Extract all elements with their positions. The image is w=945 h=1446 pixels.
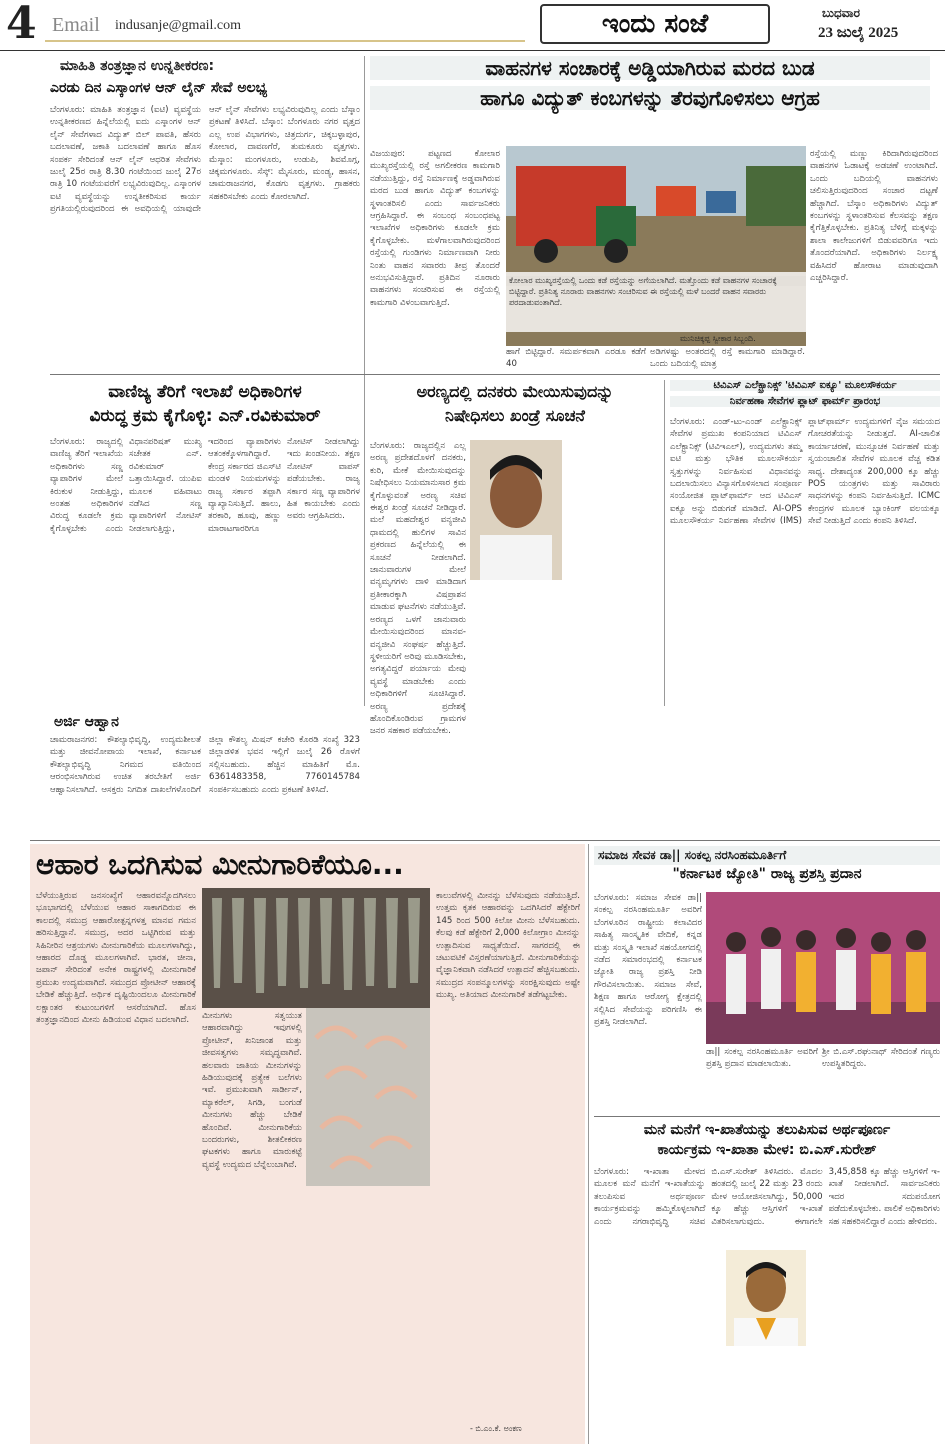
appeal-body: ಚಾಮರಾಜನಗರ: ಕೌಶಲ್ಯಾಭಿವೃದ್ಧಿ, ಉದ್ಯಮಶೀಲತೆ ಮತ್ತು ಜೀವನೋಪಾಯ ಇಲಾಖೆ, ಕರ್ನಾಟಕ ಕೌಶಲ್ಯಾಭಿವೃದ್ಧಿ ನಿಗಮದ ವತಿಯಿಂದ ಆರಂಭಿಸಲಾಗಿರುವ ಉಚಿತ ತರಬೇತಿಗೆ ಅರ್ಜಿ ಆಹ್ವಾನಿಸಲಾಗಿದೆ. ಆಸಕ್ತರು ನಿಗದಿತ ದಾಖಲೆಗಳೊಂದಿಗೆ ಜಿಲ್ಲಾ ಕೌಶಲ್ಯ ಮಿಷನ್ ಕಚೇರಿ ಕೊಠಡಿ ಸಂಖ್ಯೆ 323 ಜಿಲ್ಲಾಡಳಿತ ಭವನ ಇಲ್ಲಿಗೆ ಜುಲೈ 26 ರೊಳಗೆ ಸಲ್ಲಿಸಬಹುದು. ಹೆಚ್ಚಿನ ಮಾಹಿತಿಗೆ ಮೊ. 6361483358, 7760145784 ಸಂಪರ್ಕಿಸಬಹುದು ಎಂದು ಪ್ರಕಟಣೆ ತಿಳಿಸಿದೆ. [50, 735, 360, 795]
tree-body-bottom-right: ಅಡಿಗಳಷ್ಟು ಅಂತರದಲ್ಲಿ ರಸ್ತೆ ಕಾಮಗಾರಿ ಮಾಡಿದ್ದಾರೆ. ಒಂದು ಬದಿಯಲ್ಲಿ ಮಾತ್ರ [650, 347, 805, 370]
forest-headline-2: ನಿಷೇಧಿಸಲು ಖಂಡ್ರೆ ಸೂಚನೆ [445, 406, 585, 425]
tree-body-bottom-left: ಹಾಗೆ ಬಿಟ್ಟಿದ್ದಾರೆ. ಸಮರ್ಪಕವಾಗಿ ಎರಡೂ ಕಡೆಗೆ 40 [506, 347, 646, 370]
award-body-cont [594, 1056, 702, 1116]
award-headline: "ಕರ್ನಾಟಕ ಜ್ಯೋತಿ" ರಾಜ್ಯ ಪ್ರಶಸ್ತಿ ಪ್ರದಾನ [672, 866, 862, 882]
award-body: ಬೆಂಗಳೂರು: ಸಮಾಜ ಸೇವಕ ಡಾ|| ಸಂಕಲ್ಪ ನರಸಿಂಹಮೂರ್ತಿ ಅವರಿಗೆ ಬೆಂಗಳೂರಿನ ರಾಷ್ಟ್ರೀಯ ಕಲಾವಿದರ ಸಾಹಿತ್ಯ ಸಾಂಸ್ಕೃತಿಕ ವೇದಿಕೆ, ಕನ್ನಡ ಮತ್ತು ಸಂಸ್ಕೃತಿ ಇಲಾಖೆ ಸಹಯೋಗದಲ್ಲಿ ನಡೆದ ಸಮಾರಂಭದಲ್ಲಿ ಕರ್ನಾಟಕ ಜ್ಯೋತಿ ರಾಜ್ಯ ಪ್ರಶಸ್ತಿ ನೀಡಿ ಗೌರವಿಸಲಾಯಿತು. ಸಮಾಜ ಸೇವೆ, ಶಿಕ್ಷಣ ಹಾಗೂ ಆರೋಗ್ಯ ಕ್ಷೇತ್ರದಲ್ಲಿ ಸಲ್ಲಿಸಿದ ಸೇವೆಯನ್ನು ಪರಿಗಣಿಸಿ ಈ ಪ್ರಶಸ್ತಿ ನೀಡಲಾಗಿದೆ. [594, 893, 702, 1028]
it-kicker: ಮಾಹಿತಿ ತಂತ್ರಜ್ಞಾನ ಉನ್ನತೀಕರಣ: [60, 58, 215, 74]
commerce-body: ಬೆಂಗಳೂರು: ರಾಜ್ಯದಲ್ಲಿ ವಾಣಿಜ್ಯ ತೆರಿಗೆ ಇಲಾಖೆಯ ಅಧಿಕಾರಿಗಳು ಸಣ್ಣ ವ್ಯಾಪಾರಿಗಳ ಮೇಲೆ ಕಿರುಕುಳ ನೀಡುತ್ತಿದ್ದು, ಅಂತಹ ಅಧಿಕಾರಿಗಳ ವಿರುದ್ಧ ಕೂಡಲೇ ಕ್ರಮ ಕೈಗೊಳ್ಳಬೇಕು ಎಂದು ವಿಧಾನಪರಿಷತ್ ಮುಖ್ಯ ಸಚೇತಕ ಎನ್. ರವಿಕುಮಾರ್ ಒತ್ತಾಯಿಸಿದ್ದಾರೆ. ಯುಪಿಐ ಮೂಲಕ ವಹಿವಾಟು ನಡೆಸಿದ ಸಣ್ಣ ವ್ಯಾಪಾರಿಗಳಿಗೆ ನೋಟಿಸ್ ನೀಡಲಾಗುತ್ತಿದ್ದು, ಇದರಿಂದ ವ್ಯಾಪಾರಿಗಳು ಆತಂಕಕ್ಕೊಳಗಾಗಿದ್ದಾರೆ. ಕೇಂದ್ರ ಸರ್ಕಾರದ ಜಿಎಸ್‍ಟಿ ಮಂಡಳಿ ನಿಯಮಗಳನ್ನು ರಾಜ್ಯ ಸರ್ಕಾರ ತಪ್ಪಾಗಿ ವ್ಯಾಖ್ಯಾನಿಸುತ್ತಿದೆ. ಹಾಲು, ತರಕಾರಿ, ಹೂವು, ಹಣ್ಣು ಮಾರಾಟಗಾರರಿಗೂ ನೋಟಿಸ್ ನೀಡಲಾಗಿದ್ದು ಇದು ಖಂಡನೀಯ. ತಕ್ಷಣ ನೋಟಿಸ್ ವಾಪಸ್ ಪಡೆಯಬೇಕು. ರಾಜ್ಯ ಸರ್ಕಾರ ಸಣ್ಣ ವ್ಯಾಪಾರಿಗಳ ಹಿತ ಕಾಯಬೇಕು ಎಂದು ಅವರು ಆಗ್ರಹಿಸಿದರು. [50, 437, 360, 534]
tvs-headline-1: ಟಿವಿಎಸ್ ಎಲೆಕ್ಟ್ರಾನಿಕ್ಸ್ 'ಟಿವಿಎಸ್ ಐಕ್ಯೂ' ಮೂಲಸೌಕರ್ಯ [670, 380, 940, 391]
ekhata-headline-2: ಕಾರ್ಯಕ್ರಮ ಇ-ಖಾತಾ ಮೇಳ: ಬಿ.ಎಸ್.ಸುರೇಶ್ [657, 1142, 877, 1158]
fish-body-col2: ಮೀನುಗಳು ಸತ್ವಯುತ ಆಹಾರವಾಗಿದ್ದು ಇವುಗಳಲ್ಲಿ ಪ್ರೋಟೀನ್, ಖನಿಜಾಂಶ ಮತ್ತು ಜೀವಸತ್ವಗಳು ಸಮೃದ್ಧವಾಗಿವೆ. ಹಲವಾರು ಜಾತಿಯ ಮೀನುಗಳನ್ನು ಹಿಡಿಯುವುದಕ್ಕೆ ಪ್ರತ್ಯೇಕ ಬಲೆಗಳು ಇವೆ. ಪ್ರಮುಖವಾಗಿ ಸಾರ್ಡೀನ್, ಮ್ಯಾಕರೆಲ್, ಸಿಗಡಿ, ಬಂಗುಡೆ ಮೀನುಗಳು ಹೆಚ್ಚು ಬೇಡಿಕೆ ಹೊಂದಿವೆ. ಮೀನುಗಾರಿಕೆಯ ಬಂದರುಗಳು, ಶೀತಲೀಕರಣ ಘಟಕಗಳು ಹಾಗೂ ಮಾರುಕಟ್ಟೆ ವ್ಯವಸ್ಥೆ ಉದ್ಯಮದ ಬೆನ್ನೆಲುಬಾಗಿವೆ. [202, 1011, 302, 1170]
tree-body-right: ರಸ್ತೆಯಲ್ಲಿ ಮಣ್ಣು ಕಿರಿದಾಗಿರುವುದರಿಂದ ವಾಹನಗಳ ಓಡಾಟಕ್ಕೆ ಅಡಚಣೆ ಉಂಟಾಗಿದೆ. ಒಂದು ಬದಿಯಲ್ಲಿ ವಾಹನಗಳು ಚಲಿಸುತ್ತಿರುವುದರಿಂದ ಸಂಚಾರ ದಟ್ಟಣೆ ಹೆಚ್ಚಾಗಿದೆ. ಬೆಸ್ಕಾಂ ಅಧಿಕಾರಿಗಳು ವಿದ್ಯುತ್ ಕಂಬಗಳನ್ನು ಸ್ಥಳಾಂತರಿಸುವ ಕೆಲಸವನ್ನು ತಕ್ಷಣ ಕೈಗೆತ್ತಿಕೊಳ್ಳಬೇಕು. ಪ್ರತಿನಿತ್ಯ ಬೆಳಿಗ್ಗೆ ಮಕ್ಕಳನ್ನು ಶಾಲಾ ಕಾಲೇಜುಗಳಿಗೆ ಬಿಡುವವರಿಗೂ ಇದು ತೊಂದರೆಯಾಗಿದೆ. ಅಧಿಕಾರಿಗಳು ನಿರ್ಲಕ್ಷ್ಯ ವಹಿಸಿದರೆ ಹೋರಾಟ ಮಾಡುವುದಾಗಿ ಎಚ್ಚರಿಸಿದ್ದಾರೆ. [810, 149, 938, 284]
fish-byline: - ಬಿ.ಎಂ.ಕೆ. ಅಂಕಣ [470, 1424, 522, 1433]
row-divider [50, 374, 940, 375]
email-label: Email [52, 14, 100, 36]
tree-body-left: ವಿಜಯಪುರ: ಪಟ್ಟಣದ ಕೋಲಾರ ಮುಖ್ಯರಸ್ತೆಯಲ್ಲಿ ರಸ್ತೆ ಅಗಲೀಕರಣ ಕಾಮಗಾರಿ ನಡೆಯುತ್ತಿದ್ದು, ರಸ್ತೆ ನಿರ್ಮಾಣಕ್ಕೆ ಅಡ್ಡವಾಗಿರುವ ಮರದ ಬುಡ ಹಾಗೂ ವಿದ್ಯುತ್ ಕಂಬಗಳನ್ನು ಸ್ಥಳಾಂತರಿಸಲಿ ಎಂದು ಸಾರ್ವಜನಿಕರು ಆಗ್ರಹಿಸಿದ್ದಾರೆ. ಈ ಸಂಬಂಧ ಸಂಬಂಧಪಟ್ಟ ಇಲಾಖೆಗಳ ಅಧಿಕಾರಿಗಳು ಕೂಡಲೇ ಕ್ರಮ ಕೈಗೊಳ್ಳಬೇಕು. ಮಳೆಗಾಲವಾಗಿರುವುದರಿಂದ ರಸ್ತೆಯಲ್ಲಿ ಗುಂಡಿಗಳು ನಿರ್ಮಾಣವಾಗಿ ನೀರು ನಿಂತು ವಾಹನ ಸವಾರರು ತೀವ್ರ ತೊಂದರೆ ಅನುಭವಿಸುತ್ತಿದ್ದಾರೆ. ಪ್ರತಿದಿನ ನೂರಾರು ವಾಹನಗಳು ಸಂಚರಿಸುವ ಈ ರಸ್ತೆಯಲ್ಲಿ ಕಾಮಗಾರಿ ವಿಳಂಬವಾಗುತ್ತಿದೆ. [370, 149, 500, 308]
forest-body-cont [566, 440, 660, 706]
forest-headline-1: ಅರಣ್ಯದಲ್ಲಿ ದನಕರು ಮೇಯಿಸುವುದನ್ನು [416, 382, 614, 401]
appeal-heading: ಅರ್ಜಿ ಆಹ್ವಾನ [54, 714, 119, 730]
column-divider [588, 844, 589, 1444]
it-headline: ಎರಡು ದಿನ ಎಸ್ಕಾಂಗಳ ಆನ್ ಲೈನ್ ಸೇವೆ ಅಲಭ್ಯ [50, 80, 268, 96]
award-photo [706, 892, 940, 1044]
row-divider [30, 840, 940, 841]
award-caption-right: ಶ್ರೀ ಬಿ.ಎಸ್.ರಘುನಾಥ್ ಸೇರಿದಂತೆ ಗಣ್ಯರು ಉಪಸ್ಥಿತರಿದ್ದರು. [822, 1047, 940, 1070]
row-divider [594, 1116, 940, 1117]
fish-body-col3: ಕಾಲುವೆಗಳಲ್ಲಿ ಮೀನನ್ನು ಬೆಳೆಸುವುದು ನಡೆಯುತ್ತಿದೆ. ಉತ್ತಮ ಕೃತಕ ಆಹಾರವನ್ನು ಒದಗಿಸಿದರೆ ಹೆಕ್ಟೇರಿಗೆ 145 ರಿಂದ 500 ಕಿಲೋ ಮೀನು ಬೆಳೆಸಬಹುದು. ಕೆಲವು ಕಡೆ ಹೆಕ್ಟೇರಿಗೆ 2,000 ಕಿಲೋಗ್ರಾಂ ಮೀನನ್ನು ಉತ್ಪಾದಿಸುವ ಸಾಧ್ಯತೆಯಿದೆ. ಸಾಗರದಲ್ಲಿ ಈ ಚಟುವಟಿಕೆ ವಿಸ್ತರಣೆಯಾಗುತ್ತಿದೆ. ಮೀನುಗಾರಿಕೆಯನ್ನು ವೈಜ್ಞಾನಿಕವಾಗಿ ನಡೆಸಿದರೆ ಉತ್ಪಾದನೆ ಹೆಚ್ಚಿಸಬಹುದು. ಸಮುದ್ರದ ಸಂಪನ್ಮೂಲಗಳನ್ನು ಸಂರಕ್ಷಿಸುವುದು ಅಷ್ಟೇ ಮುಖ್ಯ. ಅತಿಯಾದ ಮೀನುಗಾರಿಕೆ ತಡೆಗಟ್ಟಬೇಕು. [436, 891, 580, 1001]
dried-fish-photo [202, 888, 430, 1008]
masthead-logo [540, 4, 770, 44]
minister-portrait [470, 440, 562, 580]
masthead-text: ಇಂದು ಸಂಜೆ [601, 9, 709, 39]
road-photo-credit: ಮುನಿಚಿಕ್ಕಪ್ಪ ಸ್ವೀಕಾರ ಸಿಬ್ಬಂದಿ. [680, 334, 756, 343]
header-rule [45, 40, 525, 42]
fish-body-col1: ಬೆಳೆಯುತ್ತಿರುವ ಜನಸಂಖ್ಯೆಗೆ ಆಹಾರವನ್ನೊದಗಿಸಲು ಭೂಭಾಗದಲ್ಲಿ ಬೆಳೆಯುವ ಆಹಾರ ಸಾಕಾಗದಿರುವ ಈ ಕಾಲದಲ್ಲಿ ಸಮುದ್ರ ಆಹಾರೋತ್ಪನ್ನಗಳತ್ತ ಮಾನವ ಗಮನ ಹರಿಸುತ್ತಿದ್ದಾನೆ. ಸಮುದ್ರ, ಅದರ ಒಟ್ಟಿಗಿರುವ ಮತ್ತು ಸಿಹಿನೀರಿನ ಆಶ್ರಯಗಳು ಮೀನುಗಾರಿಕೆಯ ಮೂಲಗಳಾಗಿದ್ದು, ಆಹಾರದ ದೊಡ್ಡ ಮೂಲಗಳಾಗಿವೆ. ಭಾರತ, ಚೀನಾ, ಜಪಾನ್ ಸೇರಿದಂತೆ ಅನೇಕ ರಾಷ್ಟ್ರಗಳಲ್ಲಿ ಮೀನುಗಾರಿಕೆ ಪ್ರಮುಖ ಉದ್ಯಮವಾಗಿದೆ. ಸಮುದ್ರದ ಪ್ರೋಟೀನ್ ಆಹಾರಕ್ಕೆ ಬೇಡಿಕೆ ಹೆಚ್ಚುತ್ತಿದೆ. ಅರ್ಥಿಕ ದೃಷ್ಟಿಯಿಂದಲೂ ಮೀನುಗಾರಿಕೆ ಲಕ್ಷಾಂತರ ಕುಟುಂಬಗಳಿಗೆ ಆಸರೆಯಾಗಿದೆ. ಹೊಸ ತಂತ್ರಜ್ಞಾನದಿಂದ ಮೀನು ಹಿಡಿಯುವ ವಿಧಾನ ಬದಲಾಗಿದೆ. [36, 891, 196, 1026]
issue-day: ಬುಧವಾರ [822, 6, 860, 20]
ekhata-headline-1: ಮನೆ ಮನೆಗೆ ಇ-ಖಾತೆಯನ್ನು ತಲುಪಿಸುವ ಅರ್ಥಪೂರ್ಣ [643, 1122, 891, 1138]
award-kicker: ಸಮಾಜ ಸೇವಕ ಡಾ|| ಸಂಕಲ್ಪ ನರಸಿಂಹಮೂರ್ತಿಗೆ [594, 846, 940, 865]
issue-date: 23 ಜುಲೈ 2025 [818, 25, 899, 41]
tree-headline-2: ಹಾಗೂ ವಿದ್ಯುತ್ ಕಂಬಗಳನ್ನು ತೆರವುಗೊಳಿಸಲು ಆಗ್ರಹ [370, 86, 930, 110]
it-body: ಬೆಂಗಳೂರು: ಮಾಹಿತಿ ತಂತ್ರಜ್ಞಾನ (ಐಟಿ) ವ್ಯವಸ್ಥೆಯ ಉನ್ನತೀಕರಣದ ಹಿನ್ನೆಲೆಯಲ್ಲಿ ಐದು ಎಸ್ಕಾಂಗಳ ಆನ್ ಲೈನ್ ಸೇವೆಗಳಾದ ವಿದ್ಯುತ್ ಬಿಲ್ ಪಾವತಿ, ಹೆಸರು ಬದಲಾವಣೆ, ಜಕಾತಿ ಬದಲಾವಣೆ ಹಾಗೂ ಹೊಸ ಸಂಪರ್ಕ ಸೇರಿದಂತೆ ಆನ್ ಲೈನ್ ಆಧರಿತ ಸೇವೆಗಳು ಜುಲೈ 25ರ ರಾತ್ರಿ 8.30 ಗಂಟೆಯಿಂದ ಜುಲೈ 27ರ ರಾತ್ರಿ 10 ಗಂಟೆಯವರೆಗೆ ಲಭ್ಯವಿರುವುದಿಲ್ಲ. ಎಸ್ಕಾಂಗಳ ಐಟಿ ವ್ಯವಸ್ಥೆಯನ್ನು ಉನ್ನತೀಕರಿಸುವ ಕಾರ್ಯ ಪ್ರಗತಿಯಲ್ಲಿರುವುದರಿಂದ ಈ ಅವಧಿಯಲ್ಲಿ ಯಾವುದೇ ಆನ್ ಲೈನ್ ಸೇವೆಗಳು ಲಭ್ಯವಿರುವುದಿಲ್ಲ ಎಂದು ಬೆಸ್ಕಾಂ ಪ್ರಕಟಣೆ ತಿಳಿಸಿದೆ. ಬೆಸ್ಕಾಂ: ಬೆಂಗಳೂರು ನಗರ ವೃತ್ತದ ಎಲ್ಲ ಉಪ ವಿಭಾಗಗಳು, ಚಿತ್ರದುರ್ಗ, ಚಿಕ್ಕಬಳ್ಳಾಪುರ, ಕೋಲಾರ, ದಾವಣಗೆರೆ, ತುಮಕೂರು ವೃತ್ತಗಳು. ಮೆಸ್ಕಾಂ: ಮಂಗಳೂರು, ಉಡುಪಿ, ಶಿವಮೊಗ್ಗ, ಚಿಕ್ಕಮಗಳೂರು. ಸೆಸ್ಕ್: ಮೈಸೂರು, ಮಂಡ್ಯ, ಹಾಸನ, ಚಾಮರಾಜನಗರ, ಕೊಡಗು ವೃತ್ತಗಳು. ಗ್ರಾಹಕರು ಸಹಕರಿಸಬೇಕು ಎಂದು ಕೋರಲಾಗಿದೆ. [50, 105, 360, 215]
shrimp-photo [306, 1008, 430, 1186]
tvs-headline-2: ನಿರ್ವಹಣಾ ಸೇವೆಗಳ ಪ್ಲಾಟ್ ಫಾರ್ಮ್ ಪ್ರಾರಂಭ [670, 396, 940, 407]
commerce-headline-2: ವಿರುದ್ಧ ಕ್ರಮ ಕೈಗೊಳ್ಳಿ: ಎನ್.ರವಿಕುಮಾರ್ [89, 406, 321, 426]
fish-headline: ಆಹಾರ ಒದಗಿಸುವ ಮೀನುಗಾರಿಕೆಯೂ... [36, 848, 404, 881]
tvs-body: ಬೆಂಗಳೂರು: ಎಂಡ್-ಟು-ಎಂಡ್ ಎಲೆಕ್ಟ್ರಾನಿಕ್ಸ್ ಸೇವೆಗಳ ಪ್ರಮುಖ ಕಂಪನಿಯಾದ ಟಿವಿಎಸ್ ಎಲೆಕ್ಟ್ರಾನಿಕ್ಸ್ (ಟಿವಿಇಎಲ್), ಉದ್ಯಮಗಳು ತಮ್ಮ ಐಟಿ ಮತ್ತು ಭೌತಿಕ ಮೂಲಸೌಕರ್ಯ ಸ್ವತ್ತುಗಳನ್ನು ನಿರ್ವಹಿಸುವ ವಿಧಾನವನ್ನು ಬದಲಾಯಿಸಲು ವಿನ್ಯಾಸಗೊಳಿಸಲಾದ ಸಂಪೂರ್ಣ ಸಂಯೋಜಿತ ಪ್ಲಾಟ್‌ಫಾರ್ಮ್ ಆದ ಟಿವಿಎಸ್ ಐಕ್ಯೂ ಅನ್ನು ಬಿಡುಗಡೆ ಮಾಡಿದೆ. AI-OPS ಮೂಲಸೌಕರ್ಯ ನಿರ್ವಹಣಾ ಸೇವೆಗಳ (IMS) ಪ್ಲಾಟ್‌ಫಾರ್ಮ್ ಉದ್ಯಮಗಳಿಗೆ ನೈಜ ಸಮಯದ ಗೋಚರತೆಯನ್ನು ನೀಡುತ್ತದೆ. AI-ಚಾಲಿತ ಕಾರ್ಯಾಚರಣೆ, ಮುನ್ಸೂಚಕ ನಿರ್ವಹಣೆ ಮತ್ತು ಸ್ವಯಂಚಾಲಿತ ಸೇವೆಗಳ ಮೂಲಕ ವೆಚ್ಚ ಕಡಿತ ಸಾಧ್ಯ. ದೇಶಾದ್ಯಂತ 200,000 ಕ್ಕೂ ಹೆಚ್ಚು POS ಯಂತ್ರಗಳು ಮತ್ತು ಸಾವಿರಾರು ಸಾಧನಗಳನ್ನು ಕಂಪನಿ ನಿರ್ವಹಿಸುತ್ತಿದೆ. ICMC ಕೇಂದ್ರಗಳ ಮೂಲಕ ಬ್ಯಾಂಕಿಂಗ್ ವಲಯಕ್ಕೂ ಸೇವೆ ನೀಡುತ್ತಿದೆ ಎಂದು ಕಂಪನಿ ತಿಳಿಸಿದೆ. [670, 417, 940, 527]
header-divider [0, 50, 945, 51]
ekhata-body: ಬೆಂಗಳೂರು: ಇ-ಖಾತಾ ಮೇಳದ ಮೂಲಕ ಮನೆ ಮನೆಗೆ ಇ-ಖಾತೆಯನ್ನು ತಲುಪಿಸುವ ಅರ್ಥಪೂರ್ಣ ಕಾರ್ಯಕ್ರಮವನ್ನು ಹಮ್ಮಿಕೊಳ್ಳಲಾಗಿದೆ ಎಂದು ನಗರಾಭಿವೃದ್ಧಿ ಸಚಿವ ಬಿ.ಎಸ್.ಸುರೇಶ್ ತಿಳಿಸಿದರು. ಮೊದಲ ಹಂತದಲ್ಲಿ ಜುಲೈ 22 ಮತ್ತು 23 ರಂದು ಮೇಳ ಆಯೋಜಿಸಲಾಗಿದ್ದು, 50,000 ಕ್ಕೂ ಹೆಚ್ಚು ಆಸ್ತಿಗಳಿಗೆ ಇ-ಖಾತೆ ವಿತರಿಸಲಾಗುವುದು. ಈಗಾಗಲೇ 3,45,858 ಕ್ಕೂ ಹೆಚ್ಚು ಆಸ್ತಿಗಳಿಗೆ ಇ-ಖಾತೆ ನೀಡಲಾಗಿದೆ. ಸಾರ್ವಜನಿಕರು ಇದರ ಸದುಪಯೋಗ ಪಡೆದುಕೊಳ್ಳಬೇಕು. ಪಾಲಿಕೆ ಅಧಿಕಾರಿಗಳು ಸಹ ಸಹಕರಿಸಲಿದ್ದಾರೆ ಎಂದು ಹೇಳಿದರು. [594, 1167, 940, 1227]
commerce-headline-1: ವಾಣಿಜ್ಯ ತೆರಿಗೆ ಇಲಾಖೆ ಅಧಿಕಾರಿಗಳ [108, 382, 302, 402]
tree-headline-1: ವಾಹನಗಳ ಸಂಚಾರಕ್ಕೆ ಅಡ್ಡಿಯಾಗಿರುವ ಮರದ ಬುಡ [370, 56, 930, 80]
road-photo-caption: ಕೋಲಾರ ಮುಖ್ಯರಸ್ತೆಯಲ್ಲಿ ಒಂದು ಕಡೆ ರಸ್ತೆಯನ್ನು ಅಗೆಯಲಾಗಿದೆ. ಮತ್ತೊಂದು ಕಡೆ ವಾಹನಗಳ ಸಂಚಾರಕ್ಕೆ ಬಿಟ್ಟಿದ್ದಾರೆ. ಪ್ರತಿನಿತ್ಯ ನೂರಾರು ವಾಹನಗಳು ಸಂಚರಿಸುವ ಈ ರಸ್ತೆಯಲ್ಲಿ ಮಳೆ ಬಂದರೆ ವಾಹನ ಸವಾರರು ಪರದಾಡುವಂತಾಗಿದೆ. [506, 272, 806, 332]
page-number: 4 [6, 0, 37, 49]
award-caption-left: ಡಾ|| ಸಂಕಲ್ಪ ನರಸಿಂಹಮೂರ್ತಿ ಅವರಿಗೆ ಪ್ರಶಸ್ತಿ ಪ್ರದಾನ ಮಾಡಲಾಯಿತು. [706, 1047, 818, 1070]
column-divider [664, 380, 665, 706]
email-address[interactable]: indusanje@gmail.com [115, 18, 242, 33]
column-divider [364, 380, 365, 706]
forest-body: ಬೆಂಗಳೂರು: ರಾಜ್ಯದಲ್ಲಿನ ಎಲ್ಲ ಅರಣ್ಯ ಪ್ರದೇಶದೊಳಗೆ ದನಕರು, ಕುರಿ, ಮೇಕೆ ಮೇಯಿಸುವುದನ್ನು ನಿಷೇಧಿಸಲು ನಿಯಮಾನುಸಾರ ಕ್ರಮ ಕೈಗೊಳ್ಳುವಂತೆ ಅರಣ್ಯ ಸಚಿವ ಈಶ್ವರ ಖಂಡ್ರೆ ಸೂಚನೆ ನೀಡಿದ್ದಾರೆ. ಮಲೆ ಮಹದೇಶ್ವರ ವನ್ಯಜೀವಿ ಧಾಮದಲ್ಲಿ ಹುಲಿಗಳ ಸಾವಿನ ಪ್ರಕರಣದ ಹಿನ್ನೆಲೆಯಲ್ಲಿ ಈ ಸೂಚನೆ ನೀಡಲಾಗಿದೆ. ಜಾನುವಾರುಗಳ ಮೇಲೆ ವನ್ಯಮೃಗಗಳು ದಾಳಿ ಮಾಡಿದಾಗ ಪ್ರತೀಕಾರಕ್ಕಾಗಿ ವಿಷಪ್ರಾಶನ ಮಾಡುವ ಘಟನೆಗಳು ನಡೆಯುತ್ತಿವೆ. ಅರಣ್ಯದ ಒಳಗೆ ಜಾನುವಾರು ಮೇಯಿಸುವುದರಿಂದ ಮಾನವ-ವನ್ಯಜೀವಿ ಸಂಘರ್ಷ ಹೆಚ್ಚುತ್ತಿದೆ. ಸ್ಥಳೀಯರಿಗೆ ಅರಿವು ಮೂಡಿಸಬೇಕು, ಅಗತ್ಯವಿದ್ದರೆ ಪರ್ಯಾಯ ಮೇವು ವ್ಯವಸ್ಥೆ ಮಾಡಬೇಕು ಎಂದು ಅಧಿಕಾರಿಗಳಿಗೆ ಸೂಚಿಸಿದ್ದಾರೆ. ಅರಣ್ಯ ಪ್ರದೇಶಕ್ಕೆ ಹೊಂದಿಕೊಂಡಿರುವ ಗ್ರಾಮಗಳ ಜನರ ಸಹಕಾರ ಪಡೆಯಬೇಕು. [370, 441, 466, 737]
